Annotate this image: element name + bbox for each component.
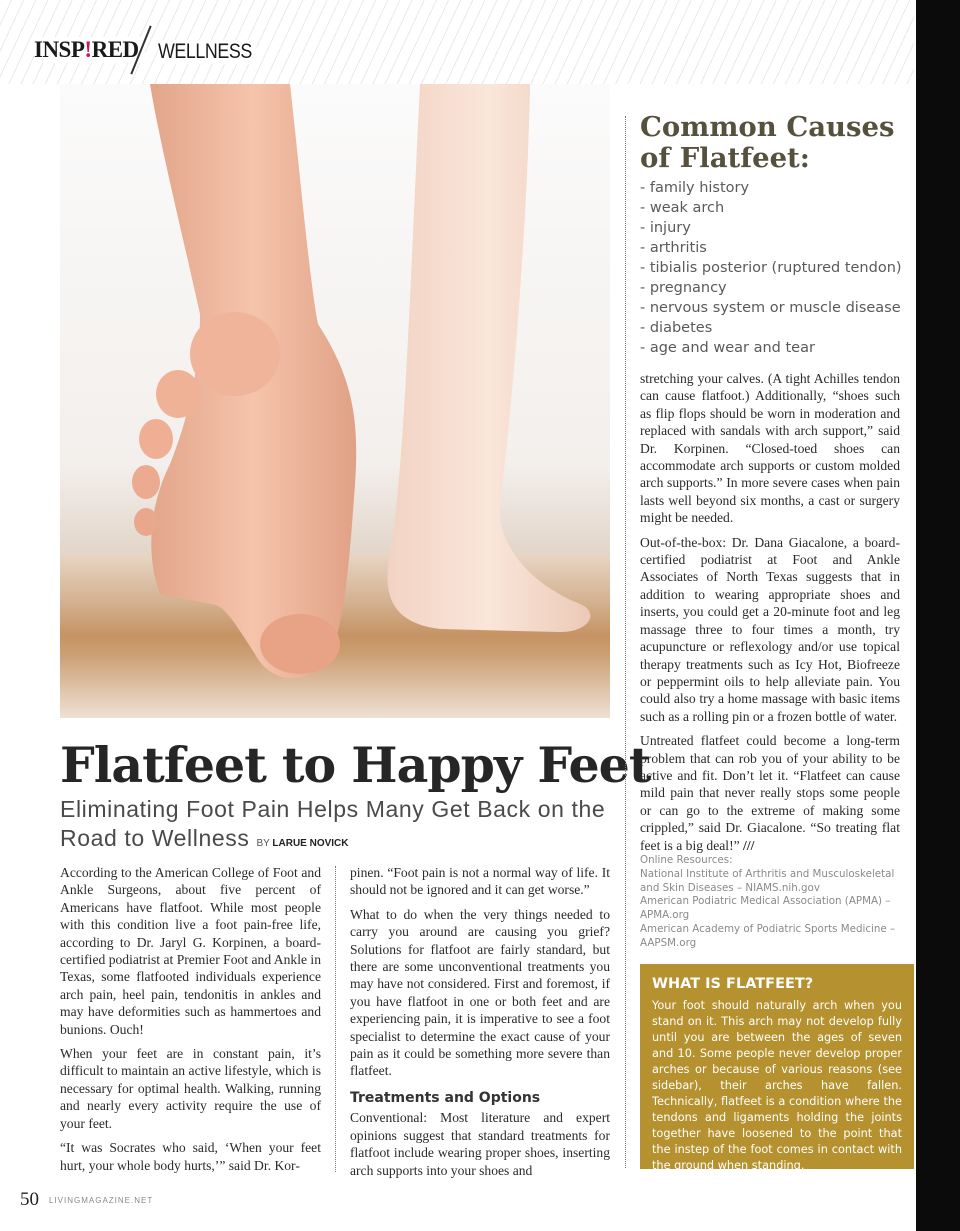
paragraph: Conventional: Most literature and expert opinions suggest that standard treatments for flatfoot include wearing proper shoes, inserting arch supports into your shoes and — [350, 1110, 610, 1178]
resource-link[interactable]: National Institute of Arthritis and Musculoskeletal and Skin Diseases – NIAMS.nih.gov — [640, 867, 895, 894]
causes-list — [640, 178, 902, 358]
list-item: - nervous system or muscle disease — [640, 300, 901, 316]
paragraph: “It was Socrates who said, ‘When your feet hurt, your whole body hurts,’” said Dr. Kor- — [60, 1140, 321, 1173]
article-column-3 — [640, 370, 900, 861]
list-item: - arthritis — [640, 240, 707, 256]
resource-link[interactable]: American Podiatric Medical Association (APMA) – APMA.org — [640, 895, 891, 922]
magazine-brand-logo: INSP!RED — [34, 37, 145, 63]
causes-title: Common Causes of Flatfeet: — [640, 111, 895, 174]
byline: BY LARUE NOVICK — [256, 838, 349, 849]
list-item: - weak arch — [640, 200, 725, 216]
paragraph: pinen. “Foot pain is not a normal way of life. It should not be ignored and it can get worse.” — [350, 865, 610, 898]
page-number: 50 — [20, 1189, 39, 1210]
list-item: - family history — [640, 180, 750, 196]
list-item: - tibialis posterior (ruptured tendon) — [640, 260, 902, 276]
sidebar-box — [640, 964, 914, 1172]
page-edge — [914, 0, 960, 1231]
article-column-1 — [60, 864, 321, 1181]
list-item: - diabetes — [640, 320, 713, 336]
list-item: - injury — [640, 220, 691, 236]
list-item: - age and wear and tear — [640, 340, 815, 356]
list-item: - pregnancy — [640, 280, 727, 296]
section-label: WELLNESS — [158, 40, 257, 64]
author-name: LARUE NOVICK — [272, 838, 349, 849]
paragraph: When your feet are in constant pain, it’s difficult to maintain an active lifestyle, which is necessary for optimal health. Walking, running and nearly every activity require the use of your feet. — [60, 1046, 321, 1131]
hero-image-feet — [60, 84, 610, 718]
site-url[interactable]: LIVINGMAGAZINE.NET — [49, 1196, 154, 1205]
subtitle-text: Eliminating Foot Pain Helps Many Get Back on the Road to Wellness — [60, 796, 606, 851]
column-divider — [625, 116, 626, 1168]
column-divider — [335, 866, 336, 1172]
paragraph: Out-of-the-box: Dr. Dana Giacalone, a board-certified podiatrist at Foot and Ankle Associates of North Texas suggests that in addition to wearing appropriate shoes and inserts, you could get a 20-minute foot and leg massage three to four times a month, try acupuncture or reflexology and/or use topical therapy treatments such as Icy Hot, Biofreeze or peppermint oils to help alleviate pain. You could also try a home massage with basic items such as a rolling pin or a frozen bottle of water. — [640, 534, 900, 724]
article-column-2 — [350, 864, 610, 1186]
resource-link[interactable]: American Academy of Podiatric Sports Medicine – AAPSM.org — [640, 922, 896, 949]
paragraph: What to do when the very things needed to carry you around are causing you grief? Solutions for flatfoot are fairly standard, but there are some unconventional treatments you may have not considered. First and foremost, if you have flatfoot in one or both feet and are experiencing pain, it is imperative to see a foot specialist to determine the exact cause of your pain as it could be something more severe than flatfeet. — [350, 906, 610, 1079]
section-subhead: Treatments and Options — [350, 1089, 541, 1106]
paragraph: Untreated flatfeet could become a long-term problem that can rob you of your ability to be active and fit. Don’t let it. “Flatfeet can cause mild pain that never really stops some people or can go to the extreme of making some crippled,” said Dr. Giacalone. “So treating flat feet is a big deal!” /// — [640, 733, 900, 853]
article-title: Flatfeet to Happy Feet — [60, 736, 651, 794]
end-mark: /// — [743, 837, 755, 853]
sidebar-title: WHAT IS FLATFEET? — [652, 976, 814, 992]
paragraph: According to the American College of Foot and Ankle Surgeons, about five percent of Americans have flatfoot. While most people with this condition live a foot pain-free life, according to Dr. Jaryl G. Korpinen, a board-certified podiatrist at Premier Foot and Ankle in Texas, some flatfooted individuals experience arch pain, heel pain, tendonitis in ankles and may have deformities such as hammertoes and bunions. Ouch! — [60, 865, 321, 1037]
page-header — [0, 0, 914, 84]
paragraph: stretching your calves. (A tight Achilles tendon can cause flatfoot.) Additionally, “shoes such as flip flops should be worn in moderation and replaced with sandals with arch support,” said Dr. Korpinen. “Closed-toed shoes can accommodate arch supports or custom molded arch supports.” In more severe cases when pain lasts well beyond six months, a cast or surgery might be needed. — [640, 371, 900, 526]
article-subtitle — [60, 795, 620, 858]
online-resources — [640, 854, 910, 951]
resources-heading: Online Resources: — [640, 854, 733, 866]
sidebar-text: Your foot should naturally arch when you stand on it. This arch may not develop fully until you are between the ages of seven and 10. Some people never develop proper arches or because of various reasons (see sidebar), their arches have fallen. Technically, flatfeet is a condition where the tendons and ligaments holding the joints together have loosened to the point that the instep of the foot comes in contact with the ground when standing. — [652, 999, 902, 1172]
